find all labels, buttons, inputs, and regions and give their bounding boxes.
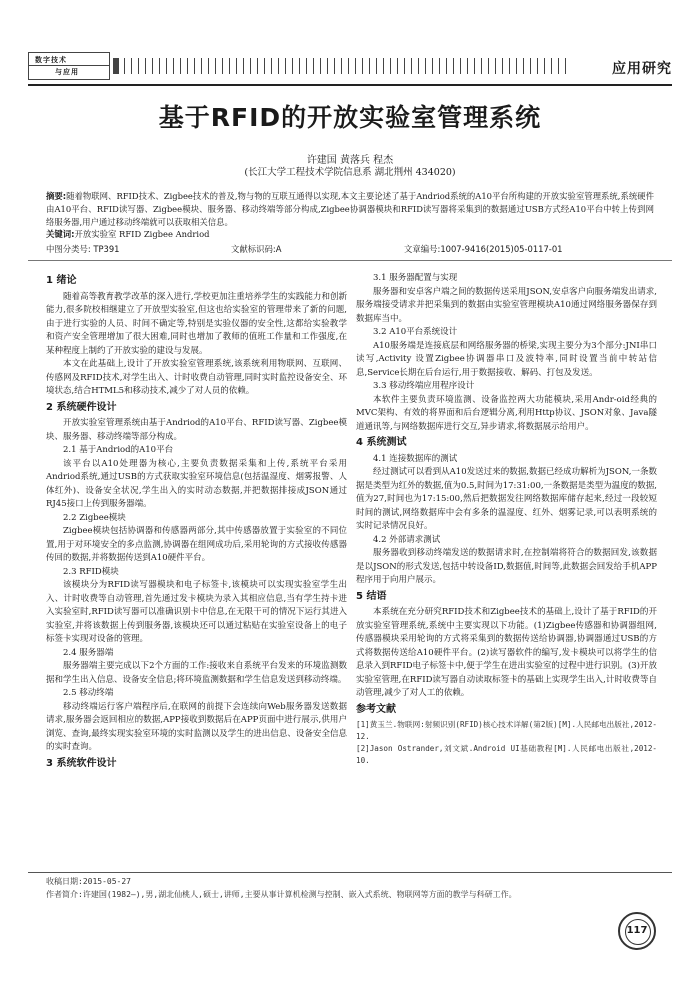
document-code: 文献标识码:A <box>231 244 282 254</box>
abstract <box>46 190 654 229</box>
body-paragraph: A10服务端是连接底层和网络服务器的桥梁,实现主要分为3个部分:JNI串口读写,Activity 设置Zigbee协调器串口及波特率,同时设置当前中转站信息,Service长期在后台运行,用于数据接收、解码、打包及发送。 <box>356 340 657 378</box>
subsection-heading: 2.5 移动终端 <box>63 688 114 698</box>
body-paragraph: 开放实验室管理系统由基于Andriod的A10平台、RFID读写器、Zigbee模块、服务器、移动终端等部分构成。 <box>46 418 347 442</box>
body-paragraph: 随着高等教育教学改革的深入进行,学校更加注重培养学生的实践能力和创新能力,很多院校相继建立了开放型实验室,但这也给实验室的管理带来了新的问题,由于进行实验的人员、时间不确定等,特别是实验仪器的安全性,这都给实验教学和资产安全管理增加了很大困难,同时也增加了教师的值班工作量和工作强度,在某种程度上制约了开放实验的建设与发展。 <box>46 291 347 356</box>
section-heading: 1 绪论 <box>46 275 77 286</box>
body-right-column <box>356 272 657 767</box>
section-heading: 3 系统软件设计 <box>46 757 117 769</box>
body-paragraph: 本文在此基础上,设计了开放实验室管理系统,该系统利用物联网、互联网、传感网及RFID技术,对学生出入、计时收费自动管理,同时实时监控设备安全、环境状态,结合HTML5和移动技术,减少了对人员的依赖。 <box>46 359 347 396</box>
body-paragraph: 服务器收到移动终端发送的数据请求时,在控制端将符合的数据回发,该数据是以JSON的形式发送,包括中转设备ID,数据值,时间等,此数据会回发给手机APP程序用于向用户展示。 <box>356 548 657 585</box>
clc-number: 中图分类号: TP391 <box>46 244 120 254</box>
reference-item: [2]Jason Ostrander,刘文斌.Android UI基础教程[M].人民邮电出版社,2012-10. <box>356 744 657 765</box>
author-bio: 作者简介:许建国(1982—),男,湖北仙桃人,硕士,讲师,主要从事计算机检测与控制、嵌入式系统、物联网等方面的教学与科研工作。 <box>46 890 517 899</box>
page-number-badge <box>618 912 656 950</box>
journal-logo <box>28 52 110 80</box>
page-number: 117 <box>626 925 648 936</box>
section-heading: 4 系统测试 <box>356 437 407 448</box>
body-paragraph: 经过测试可以看到从A10发送过来的数据,数据已经成功解析为JSON,一条数据是类型为红外的数据,值为0.5,时间为17:31:00,一条数据是类型为温度的数据,值为27,时间也为17:15:00,然后把数据发往网络数据库储存起来,经过一段较短时间的测试,网络数据库中会有多条的温湿度、红外、烟雾记录,可以表明系统的实时记录情况良好。 <box>356 467 657 531</box>
subsection-heading: 3.2 A10平台系统设计 <box>373 327 458 337</box>
journal-name-line1: 数字技术 <box>35 55 67 64</box>
body-paragraph: 该模块分为RFID读写器模块和电子标签卡,该模块可以实现实验室学生出入、计时收费等自动管理,首先通过发卡模块为录入其相应信息,当有学生持卡进入实验室时,RFID读写器可以准确识别卡中信息,在无限干可的情况下运行其进入实验室,并将该数据上传到服务器,该模块还可以通过粘贴在实验室设备上的电子标签卡实现对设备的管理。 <box>46 580 347 644</box>
section-heading: 2 系统硬件设计 <box>46 401 117 413</box>
footnote-rule <box>28 872 672 873</box>
section-heading: 参考文献 <box>356 703 396 715</box>
header-rule <box>28 84 672 86</box>
subsection-heading: 3.1 服务器配置与实现 <box>373 273 458 283</box>
article-affiliation: (长江大学工程技术学院信息系 湖北荆州 434020) <box>244 167 456 178</box>
body-paragraph: 服务器和安卓客户端之间的数据传送采用JSON,安卓客户向服务端发出请求,服务端接受请求并把采集到的数据由实验室管理模块A10通过网络服务器保存到数据库当中。 <box>356 286 657 324</box>
body-paragraph: 本系统在充分研究RFID技术和Zigbee技术的基础上,设计了基于RFID的开放实验室管理系统,系统中主要实现以下功能。(1)Zigbee传感器和协调器组网,传感器模块采用轮询的方式将采集到的数据传送给协调器,协调器通过USB的方式将数据传送给A10硬件平台。(2)读写器软件的编写,发卡模块可以将学生的信息录入到RFID电子标签卡中,便于学生在进出实验室的过程中进行识别。(3)开放实验室管理,在RFID读写器自动读取标签卡的基础上实现学生出入,计时收费等自动管理,减少了对人工的依赖。 <box>356 607 657 698</box>
section-label: 应用研究 <box>612 61 672 77</box>
received-date: 收稿日期:2015-05-27 <box>46 877 131 886</box>
subsection-heading: 2.2 Zigbee模块 <box>63 512 126 523</box>
abstract-text: 随着物联网、RFID技术、Zigbee技术的普及,物与物的互联互通得以实现,本文主要论述了基于Andriod系统的A10平台所构建的开放实验室管理系统,系统硬件由A10平台、RFID读写器、Zigbee模块、服务器、移动终端等部分构成,Zigbee协调器模块和RFID读写器将采集到的数据通过USB方式经A10平台中转上传到网络服务器,用户通过移动终端就可以获取相关信息。 <box>46 191 654 227</box>
body-paragraph: 该平台以A10处理器为核心,主要负责数据采集和上传,系统平台采用Andriod系统,通过USB的方式获取实验室环境信息(包括温湿度、烟雾报警、人体红外)、设备安全状况,学生出入的实时动态数据,并把数据排接成JSON通过RJ45接口上传到服务器端。 <box>46 458 347 509</box>
subsection-heading: 2.1 基于Andriod的A10平台 <box>63 445 174 455</box>
subsection-heading: 3.3 移动终端应用程序设计 <box>373 381 475 391</box>
section-heading: 5 结语 <box>356 590 387 602</box>
body-paragraph: Zigbee模块包括协调器和传感器两部分,其中传感器放置于实验室的不同位置,用于对环境安全的多点监测,协调器在组网成功后,采用轮询的方式接收传感器传回的数据,并将数据传送到A10硬件平台。 <box>46 526 347 563</box>
reference-item: [1]黄玉兰.物联网:射频识别(RFID)核心技术详解(第2版)[M].人民邮电出版社,2012-12. <box>356 720 657 741</box>
body-paragraph: 本软件主要负责环境监测、设备监控两大功能模块,采用Andr-oid经典的MVC架构、有效的将界面和后台逻辑分离,利用Http协议、JSON对象、Java隧道通讯等,与网络数据库进行交互,异步请求,将数据展示给用户。 <box>356 394 657 432</box>
subsection-heading: 4.1 连接数据库的测试 <box>373 453 458 464</box>
keywords <box>46 228 210 240</box>
header-stripes <box>124 58 566 74</box>
abstract-label: 摘要: <box>46 191 67 201</box>
body-paragraph: 服务器端主要完成以下2个方面的工作:接收来自系统平台发来的环境监测数据和学生出入信息、设备安全信息;将环境监测数据和学生信息发送到移动终端。 <box>46 661 347 685</box>
body-left-column <box>46 272 347 773</box>
article-authors: 许建国 黄落兵 程杰 <box>306 155 394 166</box>
subsection-heading: 2.4 服务器端 <box>63 647 114 658</box>
journal-name-line2: 与应用 <box>55 67 79 76</box>
subsection-heading: 4.2 外部请求测试 <box>373 534 441 545</box>
keywords-text: 开放实验室 RFID Zigbee Andriod <box>74 229 210 239</box>
body-paragraph: 移动终端运行客户端程序后,在联网的前提下会连续向Web服务器发送数据请求,服务器会返回相应的数据,APP接收到数据后在APP页面中进行展示,供用户浏览、查询,最终实现实验室环境的实时监测以及学生的进出信息、设备安全信息的实时查询。 <box>46 701 347 752</box>
article-number: 文章编号:1007-9416(2015)05-0117-01 <box>404 244 563 254</box>
article-title: 基于RFID的开放实验室管理系统 <box>158 103 542 132</box>
running-header <box>28 48 672 80</box>
header-separator <box>113 58 119 74</box>
subsection-heading: 2.3 RFID模块 <box>63 566 119 577</box>
abstract-rule <box>28 260 672 261</box>
keywords-label: 关键词: <box>46 229 75 239</box>
